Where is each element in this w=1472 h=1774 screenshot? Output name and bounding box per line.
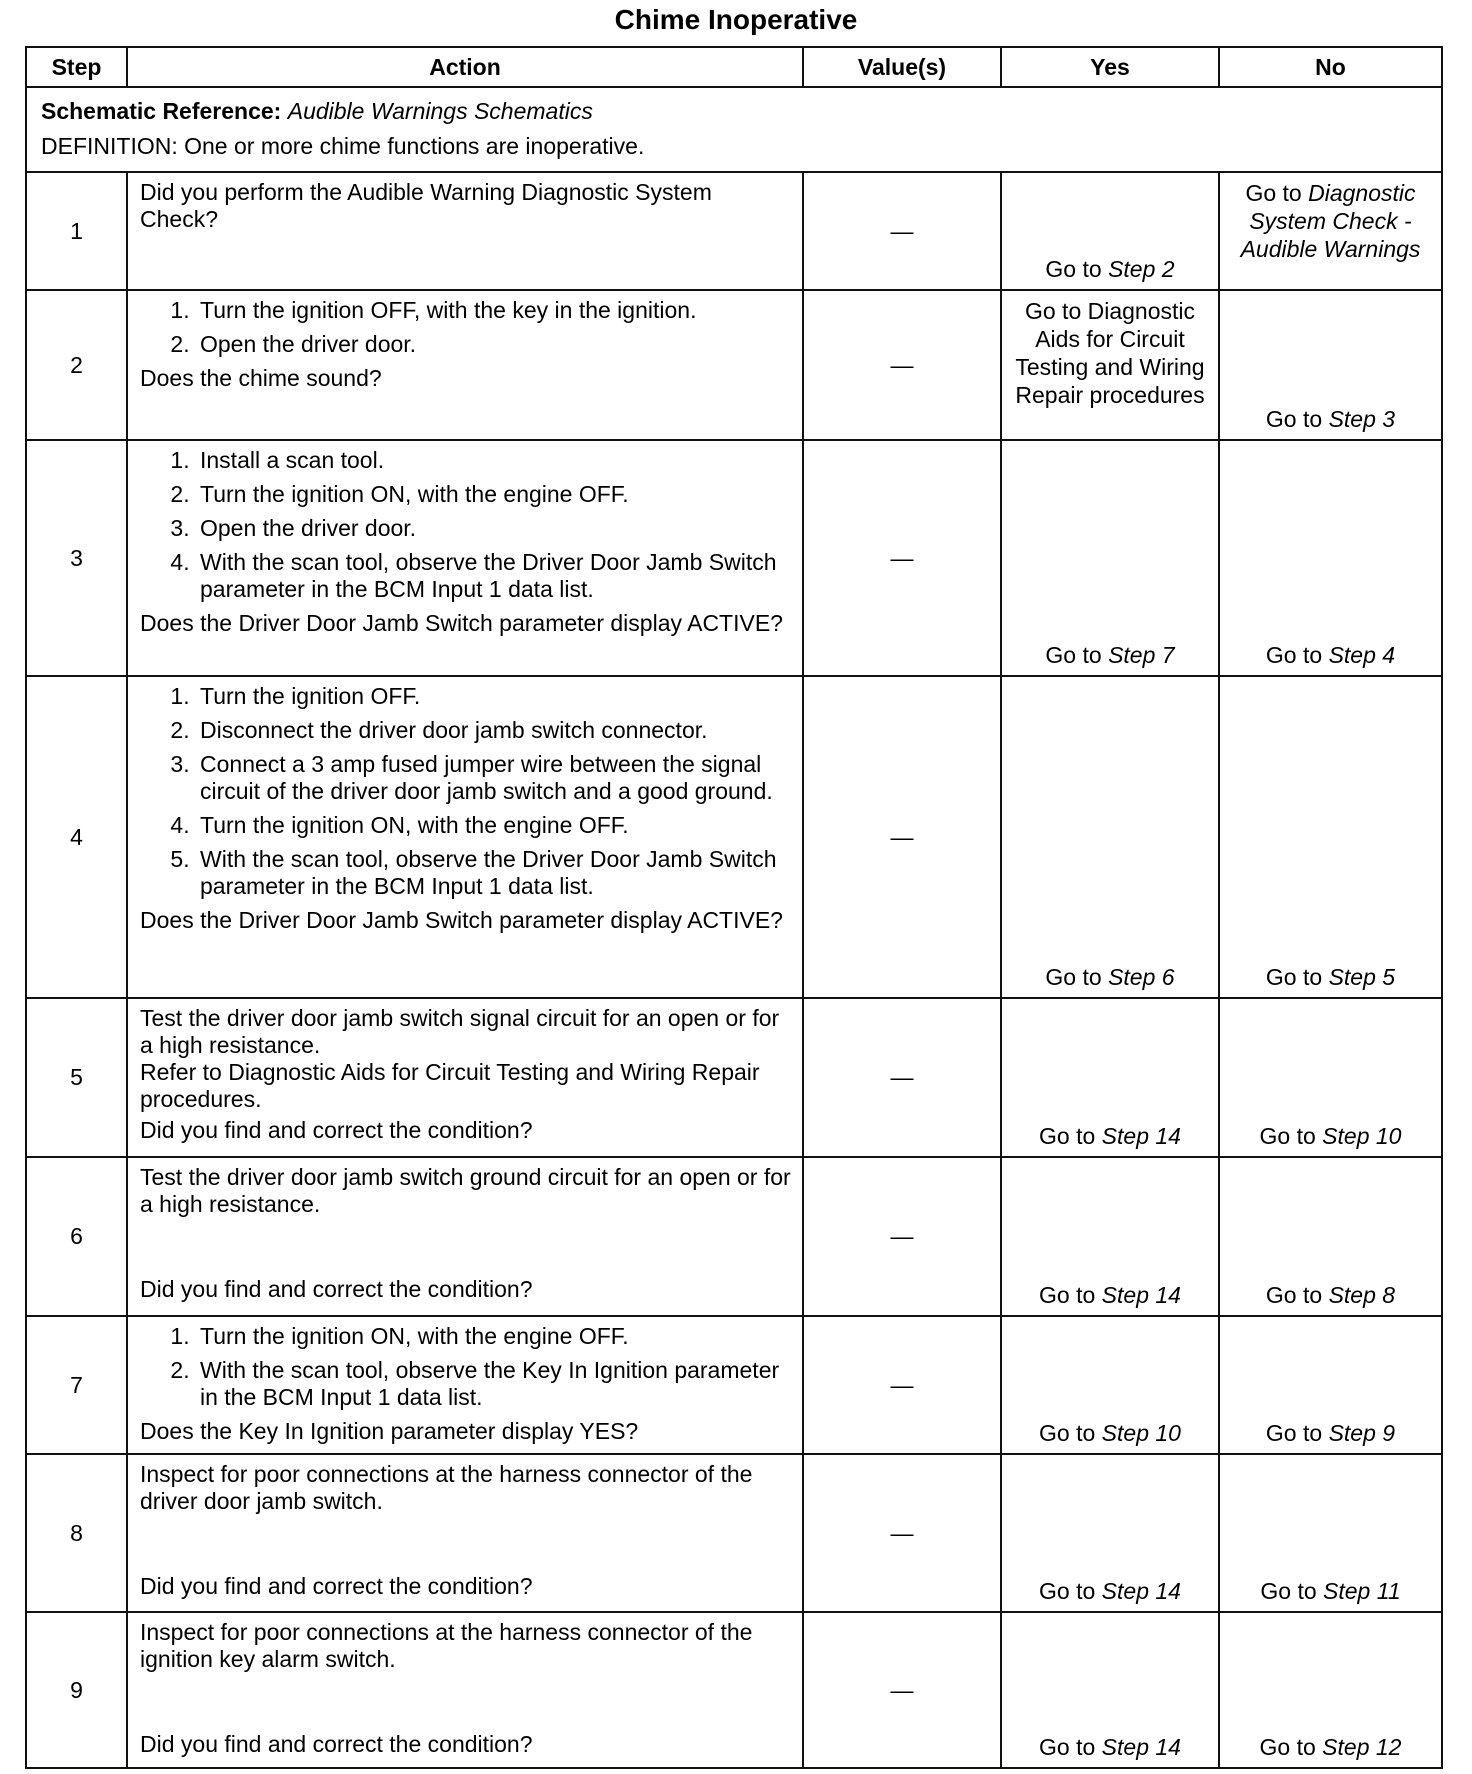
action-item: 2. Disconnect the driver door jamb switch connector. [196, 717, 792, 744]
schematic-row [26, 87, 1442, 172]
table-row [26, 1612, 1442, 1768]
no-cell [1219, 676, 1442, 998]
yes-cell [1001, 998, 1219, 1157]
header-yes: Yes [1001, 47, 1219, 87]
step-number: 8 [26, 1454, 127, 1612]
value-cell: — [803, 440, 1001, 676]
yes-link[interactable]: Step 14 [1101, 1578, 1181, 1604]
no-link[interactable]: Step 8 [1328, 1282, 1396, 1308]
definition-text: DEFINITION: One or more chime functions are inoperative. [41, 133, 645, 159]
action-list [140, 297, 792, 358]
action-question: Does the Driver Door Jamb Switch parameter display ACTIVE? [140, 610, 783, 636]
yes-prefix: Go to [1039, 1420, 1096, 1446]
table-row [26, 676, 1442, 998]
action-item: 3. Open the driver door. [196, 515, 792, 542]
header-no: No [1219, 47, 1442, 87]
action-cell [127, 440, 803, 676]
yes-prefix: Go to [1039, 1282, 1096, 1308]
yes-cell [1001, 1454, 1219, 1612]
action-item: 2. Turn the ignition ON, with the engine OFF. [196, 481, 792, 508]
step-number: 6 [26, 1157, 127, 1316]
schematic-reference-label: Schematic Reference: [41, 98, 282, 124]
no-cell [1219, 998, 1442, 1157]
action-list [140, 447, 792, 603]
action-question: Did you find and correct the condition? [140, 1573, 533, 1599]
diagnostic-table [25, 46, 1443, 1769]
action-item: 5. With the scan tool, observe the Driver Door Jamb Switch parameter in the BCM Input 1 data list. [196, 846, 792, 900]
no-prefix: Go to [1259, 1123, 1316, 1149]
action-item: 1. Turn the ignition OFF, with the key in the ignition. [196, 297, 792, 324]
no-prefix: Go to [1259, 1734, 1316, 1760]
yes-prefix: Go to [1045, 964, 1102, 990]
action-cell [127, 1454, 803, 1612]
yes-link[interactable]: Step 7 [1108, 642, 1175, 668]
action-item: 2. Open the driver door. [196, 331, 792, 358]
step-number: 9 [26, 1612, 127, 1768]
no-link[interactable]: Diagnostic System Check - Audible Warnings [1240, 180, 1421, 262]
no-prefix: Go to [1265, 1420, 1323, 1446]
yes-link[interactable]: Step 2 [1108, 256, 1175, 282]
yes-cell [1001, 1157, 1219, 1316]
action-cell [127, 290, 803, 440]
action-item: 1. Install a scan tool. [196, 447, 792, 474]
no-cell [1219, 1454, 1442, 1612]
action-cell [127, 1157, 803, 1316]
action-item: 1. Turn the ignition ON, with the engine OFF. [196, 1323, 792, 1350]
action-cell [127, 998, 803, 1157]
yes-prefix: Go to [1045, 642, 1102, 668]
schematic-cell [26, 87, 1442, 172]
action-cell [127, 676, 803, 998]
action-spacer [140, 1515, 792, 1573]
no-cell [1219, 440, 1442, 676]
header-action: Action [127, 47, 803, 87]
no-link[interactable]: Step 5 [1328, 964, 1396, 990]
action-text: Inspect for poor connections at the harness connector of the driver door jamb switch. [140, 1461, 753, 1514]
action-question: Did you find and correct the condition? [140, 1117, 533, 1143]
step-number: 5 [26, 998, 127, 1157]
yes-cell [1001, 172, 1219, 290]
action-text: Did you perform the Audible Warning Diagnostic System Check? [140, 179, 712, 232]
yes-prefix: Go to [1039, 1123, 1096, 1149]
yes-link[interactable]: Step 14 [1101, 1734, 1181, 1760]
yes-prefix: Go to [1045, 256, 1102, 282]
action-list [140, 1323, 792, 1411]
action-cell [127, 172, 803, 290]
action-item: 2. With the scan tool, observe the Key In Ignition parameter in the BCM Input 1 data list. [196, 1357, 792, 1411]
action-text-2: Refer to Diagnostic Aids for Circuit Testing and Wiring Repair procedures. [140, 1059, 760, 1112]
action-item: 1. Turn the ignition OFF. [196, 683, 792, 710]
value-cell: — [803, 172, 1001, 290]
step-number: 2 [26, 290, 127, 440]
table-row [26, 440, 1442, 676]
yes-cell [1001, 1612, 1219, 1768]
yes-cell [1001, 290, 1219, 440]
schematic-reference-link[interactable]: Audible Warnings Schematics [287, 98, 593, 124]
action-item: 4. With the scan tool, observe the Driver Door Jamb Switch parameter in the BCM Input 1 data list. [196, 549, 792, 603]
no-link[interactable]: Step 11 [1323, 1578, 1401, 1604]
no-cell [1219, 1612, 1442, 1768]
yes-link[interactable]: Step 14 [1101, 1123, 1181, 1149]
yes-cell [1001, 1316, 1219, 1454]
action-spacer [140, 1218, 792, 1276]
document-title: Chime Inoperative [614, 4, 858, 35]
action-question: Does the Key In Ignition parameter display YES? [140, 1418, 639, 1444]
table-row [26, 1157, 1442, 1316]
header-values: Value(s) [803, 47, 1001, 87]
step-number: 7 [26, 1316, 127, 1454]
yes-link[interactable]: Go to Diagnostic Aids for Circuit Testing and Wiring Repair procedures [1015, 298, 1205, 408]
action-item: 4. Turn the ignition ON, with the engine OFF. [196, 812, 792, 839]
table-row [26, 1316, 1442, 1454]
action-spacer [140, 1673, 792, 1731]
no-link[interactable]: Step 9 [1328, 1420, 1396, 1446]
yes-link[interactable]: Step 6 [1108, 964, 1175, 990]
yes-cell [1001, 676, 1219, 998]
value-cell: — [803, 1612, 1001, 1768]
step-number: 1 [26, 172, 127, 290]
action-question: Did you find and correct the condition? [140, 1276, 533, 1302]
no-link[interactable]: Step 12 [1322, 1734, 1402, 1760]
value-cell: — [803, 1316, 1001, 1454]
action-text: Inspect for poor connections at the harness connector of the ignition key alarm switch. [140, 1619, 753, 1672]
no-prefix: Go to [1265, 406, 1323, 432]
table-row [26, 998, 1442, 1157]
no-prefix: Go to [1265, 1282, 1323, 1308]
value-cell: — [803, 1157, 1001, 1316]
yes-link[interactable]: Step 14 [1101, 1282, 1181, 1308]
yes-prefix: Go to [1039, 1578, 1096, 1604]
no-cell [1219, 290, 1442, 440]
value-cell: — [803, 1454, 1001, 1612]
action-text: Test the driver door jamb switch ground circuit for an open or for a high resistance. [140, 1164, 791, 1217]
table-row [26, 290, 1442, 440]
no-prefix: Go to [1265, 964, 1323, 990]
table-row [26, 172, 1442, 290]
no-link[interactable]: Step 10 [1322, 1123, 1402, 1149]
value-cell: — [803, 290, 1001, 440]
yes-link[interactable]: Step 10 [1101, 1420, 1181, 1446]
action-question: Did you find and correct the condition? [140, 1731, 533, 1757]
no-link[interactable]: Step 3 [1328, 406, 1396, 432]
value-cell: — [803, 998, 1001, 1157]
table-header-row [26, 47, 1442, 87]
yes-cell [1001, 440, 1219, 676]
no-cell [1219, 1316, 1442, 1454]
action-cell [127, 1612, 803, 1768]
step-number: 3 [26, 440, 127, 676]
action-question: Does the chime sound? [140, 365, 382, 391]
no-prefix: Go to [1265, 642, 1323, 668]
action-question: Does the Driver Door Jamb Switch parameter display ACTIVE? [140, 907, 783, 933]
no-cell [1219, 1157, 1442, 1316]
table-row [26, 1454, 1442, 1612]
step-number: 4 [26, 676, 127, 998]
no-cell [1219, 172, 1442, 290]
action-list [140, 683, 792, 900]
action-item: 3. Connect a 3 amp fused jumper wire between the signal circuit of the driver door jamb switch and a good ground. [196, 751, 792, 805]
yes-prefix: Go to [1039, 1734, 1096, 1760]
action-cell [127, 1316, 803, 1454]
no-link[interactable]: Step 4 [1328, 642, 1396, 668]
no-prefix: Go to [1245, 180, 1302, 206]
no-prefix: Go to [1260, 1578, 1317, 1604]
action-text: Test the driver door jamb switch signal circuit for an open or for a high resistance. [140, 1005, 780, 1058]
header-step: Step [26, 47, 127, 87]
value-cell: — [803, 676, 1001, 998]
